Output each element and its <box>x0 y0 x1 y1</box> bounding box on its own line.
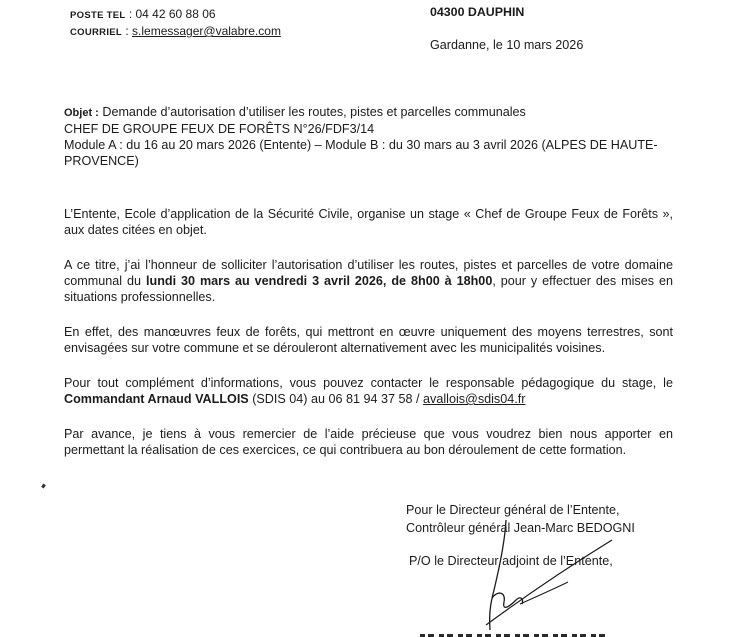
paragraph-request-line-2: communal du lundi 30 mars au vendredi 3 avril 2026, de 8h00 à 18h00, pour y effectuer des mises en <box>64 274 673 288</box>
paragraph-request <box>64 257 673 305</box>
subject-block <box>64 104 658 169</box>
paragraph-contact-line-2 <box>64 391 673 407</box>
paragraph-maneuvers <box>64 324 673 356</box>
phone-line: POSTE TEL : 04 42 60 88 06 <box>70 7 216 21</box>
email-label: COURRIEL <box>70 27 123 38</box>
phone-label: POSTE TEL <box>70 10 126 21</box>
recipient-city-line: 04300 DAUPHIN <box>430 5 525 19</box>
paragraph-thanks-line-1: Par avance, je tiens à vous remercier de l’aide précieuse que vous voudrez bien nous apporter en <box>64 427 673 441</box>
paragraph-thanks <box>64 426 673 458</box>
contact-name: Commandant Arnaud VALLOIS <box>64 392 249 406</box>
letter-date: Gardanne, le 10 mars 2026 <box>430 38 584 52</box>
paragraph-intro <box>64 206 673 238</box>
contact-detail: (SDIS 04) au 06 81 94 37 58 / <box>248 392 424 406</box>
subject-line-1: Demande d’autorisation d’utiliser les routes, pistes et parcelles communales <box>102 105 526 119</box>
paragraph-maneuvers-line-1: En effet, des manœuvres feux de forêts, qui mettront en œuvre uniquement des moyens terrestres, sont <box>64 325 673 339</box>
paragraph-contact <box>64 375 673 407</box>
paragraph-request-line-3: situations professionnelles. <box>64 290 216 304</box>
paragraph-contact-line-1: Pour tout complément d’informations, vous pouvez contacter le responsable pédagogique du stage, le <box>64 376 673 390</box>
paragraph-maneuvers-line-2: envisagées sur votre commune et se dérouleront alternativement avec les municipalités voisines. <box>64 341 606 355</box>
phone-number: 04 42 60 88 06 <box>135 7 216 21</box>
paragraph-request-line-1: A ce titre, j’ai l’honneur de solliciter l’autorisation d’utiliser les routes, pistes et parcelles de votre domaine <box>64 258 673 272</box>
signature-line-2: Contrôleur général Jean-Marc BEDOGNI <box>406 521 635 535</box>
email-line: COURRIEL : s.lemessager@valabre.com <box>70 24 281 38</box>
signature-cutoff-text <box>420 630 610 637</box>
subject-line-3: Module A : du 16 au 20 mars 2026 (Entente) – Module B : du 30 mars au 3 avril 2026 (ALPES DE HAUTE- <box>64 138 658 152</box>
subject-line-2: CHEF DE GROUPE FEUX DE FORÊTS N°26/FDF3/14 <box>64 122 375 136</box>
scan-mark <box>41 484 46 489</box>
subject-label: Objet : <box>64 107 99 119</box>
signature-line-3: P/O le Directeur adjoint de l’Entente, <box>409 554 613 568</box>
contact-email-link[interactable]: avallois@sdis04.fr <box>423 392 526 406</box>
subject-line-4: PROVENCE) <box>64 154 139 168</box>
paragraph-intro-line-2: aux dates citées en objet. <box>64 223 207 237</box>
paragraph-intro-line-1: L’Entente, Ecole d’application de la Sécurité Civile, organise un stage « Chef de Groupe Feux de Forêts », <box>64 207 673 221</box>
signature-line-1: Pour le Directeur général de l’Entente, <box>406 503 620 517</box>
paragraph-thanks-line-2: permettant la réalisation de ces exercices, ce qui contribuera au bon déroulement de cette formation. <box>64 443 627 457</box>
training-dates: lundi 30 mars au vendredi 3 avril 2026, de 8h00 à 18h00 <box>146 274 493 288</box>
sender-email-link[interactable]: s.lemessager@valabre.com <box>132 24 281 38</box>
